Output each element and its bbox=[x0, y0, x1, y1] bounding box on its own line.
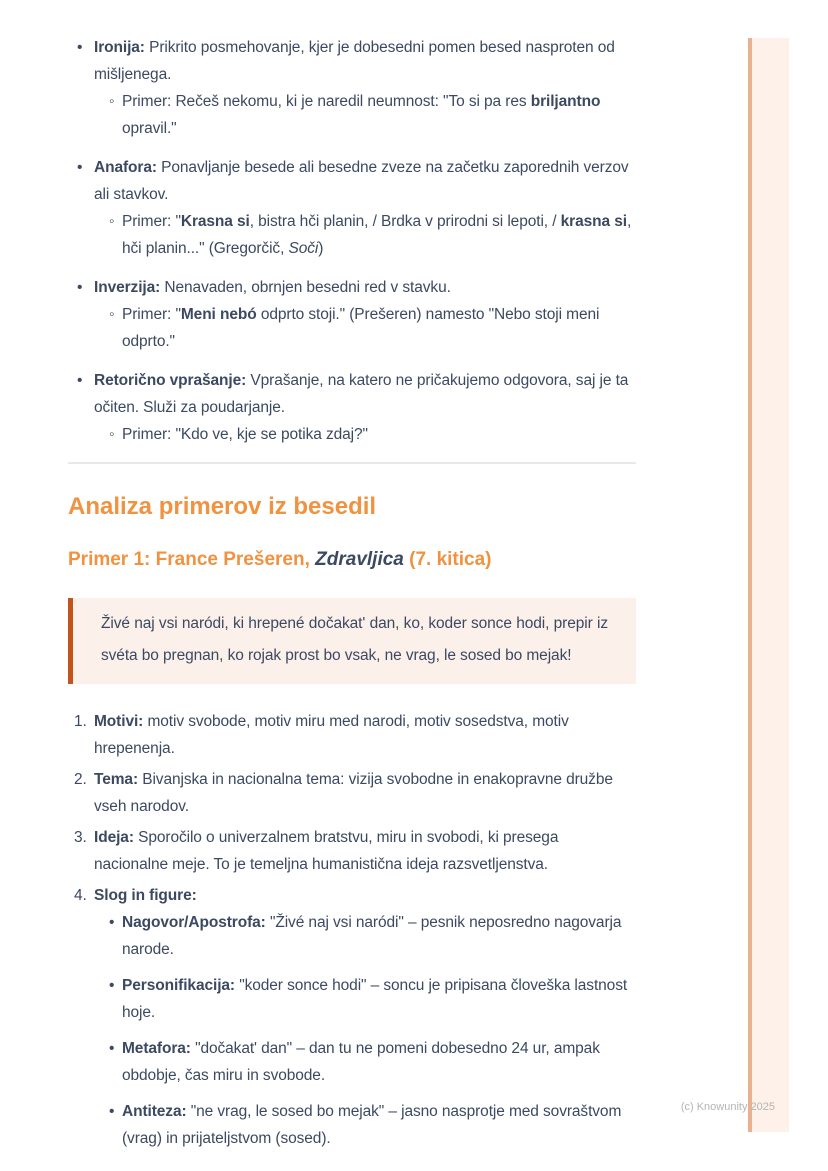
list-item-line bbox=[94, 274, 636, 301]
definition-example-list bbox=[94, 301, 636, 355]
circle-marker: ◦ bbox=[109, 93, 115, 110]
list-item-line bbox=[94, 766, 636, 820]
text-segment: Nagovor/Apostrofa: bbox=[122, 914, 266, 931]
analysis-item bbox=[68, 824, 636, 878]
list-item-text bbox=[122, 421, 636, 448]
page-content bbox=[68, 34, 636, 1156]
text-segment: Ponavljanje besede ali besedne zveze na začetku zaporednih verzov ali stavkov. bbox=[94, 159, 629, 203]
circle-marker: ◦ bbox=[109, 306, 115, 323]
text-segment: "koder sonce hodi" – soncu je pripisana človeška lastnost hoje. bbox=[122, 977, 628, 1021]
text-segment: krasna si bbox=[560, 213, 627, 230]
definition-example-item bbox=[94, 88, 636, 142]
text-segment: Vprašanje, na katero ne pričakujemo odgovora, saj je ta očiten. Služi za poudarjanje. bbox=[94, 372, 629, 416]
list-item-line bbox=[94, 34, 636, 88]
analysis-list bbox=[68, 708, 636, 1152]
text-segment: Motivi: bbox=[94, 713, 144, 730]
text-segment: Anafora: bbox=[94, 159, 157, 176]
text-segment: Antiteza: bbox=[122, 1103, 187, 1120]
text-segment: , hči planin..." (Gregorčič, bbox=[122, 213, 632, 257]
definition-example-list bbox=[94, 208, 636, 262]
definition-example-list bbox=[94, 421, 636, 448]
text-segment: Personifikacija: bbox=[122, 977, 235, 994]
text-segment: , bistra hči planin, / Brdka v prirodni si lepoti, / bbox=[249, 213, 561, 230]
analysis-item bbox=[68, 882, 636, 1152]
list-item-text bbox=[122, 208, 636, 262]
text-segment: (7. kitica) bbox=[403, 549, 492, 570]
list-item-line bbox=[94, 367, 636, 421]
text-segment: Primer: "Kdo ve, kje se potika zdaj?" bbox=[122, 426, 368, 443]
poem-quote-text: Živé naj vsi naródi, ki hrepené dočakat' dan, ko, koder sonce hodi, prepir iz svéta bo pregnan, ko rojak prost bo vsak, ne vrag, le sosed bo mejak! bbox=[101, 615, 608, 664]
text-segment: Tema: bbox=[94, 771, 139, 788]
analysis-item bbox=[68, 766, 636, 820]
definition-example-list bbox=[94, 88, 636, 142]
list-item-text bbox=[94, 34, 636, 142]
figure-item bbox=[94, 1098, 636, 1152]
text-segment: motiv svobode, motiv miru med narodi, motiv sosedstva, motiv hrepenenja. bbox=[94, 713, 569, 757]
bullet-marker: • bbox=[77, 39, 83, 56]
list-item-text bbox=[94, 766, 636, 820]
list-item-text bbox=[94, 882, 636, 1152]
text-segment: Bivanjska in nacionalna tema: vizija svobodne in enakopravne družbe vseh narodov. bbox=[94, 771, 613, 815]
text-segment: Primer: " bbox=[122, 306, 181, 323]
number-marker: 4. bbox=[74, 887, 87, 904]
section-heading: Analiza primerov iz besedil bbox=[68, 493, 377, 520]
text-segment: "ne vrag, le sosed bo mejak" – jasno nasprotje med sovraštvom (vrag) in prijateljstvom (sosed). bbox=[122, 1103, 622, 1147]
number-marker: 2. bbox=[74, 771, 87, 788]
definition-example-item bbox=[94, 301, 636, 355]
text-segment: Retorično vprašanje: bbox=[94, 372, 247, 389]
circle-marker: ◦ bbox=[109, 426, 115, 443]
text-segment: Ideja: bbox=[94, 829, 134, 846]
text-segment: Slog in figure: bbox=[94, 887, 197, 904]
bullet-marker: • bbox=[77, 159, 83, 176]
text-segment: Prikrito posmehovanje, kjer je dobesedni pomen besed nasproten od mišljenega. bbox=[94, 39, 615, 83]
text-segment: Inverzija: bbox=[94, 279, 161, 296]
definition-item bbox=[68, 154, 636, 262]
definition-example-item bbox=[94, 421, 636, 448]
bullet-marker: • bbox=[109, 1103, 115, 1120]
text-segment: opravil." bbox=[122, 120, 177, 137]
text-segment: Primer: " bbox=[122, 213, 181, 230]
text-segment: Primer 1: France Prešeren, bbox=[68, 549, 316, 570]
text-segment: odprto stoji." (Prešeren) namesto "Nebo stoji meni odprto." bbox=[122, 306, 600, 350]
text-segment: Soči bbox=[288, 240, 319, 257]
number-marker: 3. bbox=[74, 829, 87, 846]
list-item-text bbox=[94, 367, 636, 448]
text-segment: Primer: Rečeš nekomu, ki je naredil neumnost: "To si pa res bbox=[122, 93, 531, 110]
text-segment: Krasna si bbox=[180, 213, 250, 230]
bullet-marker: • bbox=[77, 372, 83, 389]
list-item-line bbox=[94, 154, 636, 208]
definition-item bbox=[68, 274, 636, 355]
text-segment: "dočakat' dan" – dan tu ne pomeni dobesedno 24 ur, ampak obdobje, čas miru in svobode. bbox=[122, 1040, 600, 1084]
number-marker: 1. bbox=[74, 713, 87, 730]
list-item-line bbox=[94, 824, 636, 878]
bullet-marker: • bbox=[109, 977, 115, 994]
text-segment: Ironija: bbox=[94, 39, 145, 56]
list-item-text bbox=[94, 708, 636, 762]
example-subheading bbox=[68, 548, 636, 572]
text-segment: Metafora: bbox=[122, 1040, 191, 1057]
list-item-text bbox=[94, 824, 636, 878]
list-item-text bbox=[94, 154, 636, 262]
bullet-marker: • bbox=[77, 279, 83, 296]
text-segment: Sporočilo o univerzalnem bratstvu, miru in svobodi, ki presega nacionalne meje. To je temeljna humanistična ideja razsvetljenstva. bbox=[94, 829, 559, 873]
text-segment: "Živé naj vsi naródi" – pesnik neposredno nagovarja narode. bbox=[122, 914, 622, 958]
copyright-notice: (c) Knowunity 2025 bbox=[680, 1101, 775, 1113]
definitions-list bbox=[68, 34, 636, 448]
definition-item bbox=[68, 367, 636, 448]
section-divider bbox=[68, 462, 636, 464]
list-item-line bbox=[94, 708, 636, 762]
page-curl-decoration bbox=[748, 38, 789, 1132]
text-segment: briljantno bbox=[530, 93, 601, 110]
list-item-text bbox=[122, 972, 636, 1026]
list-item-text bbox=[122, 1035, 636, 1089]
analysis-item bbox=[68, 708, 636, 762]
definition-example-item bbox=[94, 208, 636, 262]
circle-marker: ◦ bbox=[109, 213, 115, 230]
list-item-text bbox=[122, 88, 636, 142]
list-item-text bbox=[122, 301, 636, 355]
list-item-text bbox=[94, 274, 636, 355]
bullet-marker: • bbox=[109, 1040, 115, 1057]
bullet-marker: • bbox=[109, 914, 115, 931]
text-segment: Nenavaden, obrnjen besedni red v stavku. bbox=[160, 279, 451, 296]
figure-item bbox=[94, 909, 636, 963]
list-item-line bbox=[94, 882, 636, 909]
definition-item bbox=[68, 34, 636, 142]
figure-item bbox=[94, 972, 636, 1026]
figure-item bbox=[94, 1035, 636, 1089]
list-item-text bbox=[122, 909, 636, 963]
figure-list bbox=[94, 909, 636, 1152]
text-segment: Zdravljica bbox=[315, 549, 404, 570]
list-item-text bbox=[122, 1098, 636, 1152]
text-segment: Meni nebó bbox=[180, 306, 257, 323]
poem-quote-block bbox=[68, 598, 636, 684]
text-segment: ) bbox=[318, 240, 324, 257]
